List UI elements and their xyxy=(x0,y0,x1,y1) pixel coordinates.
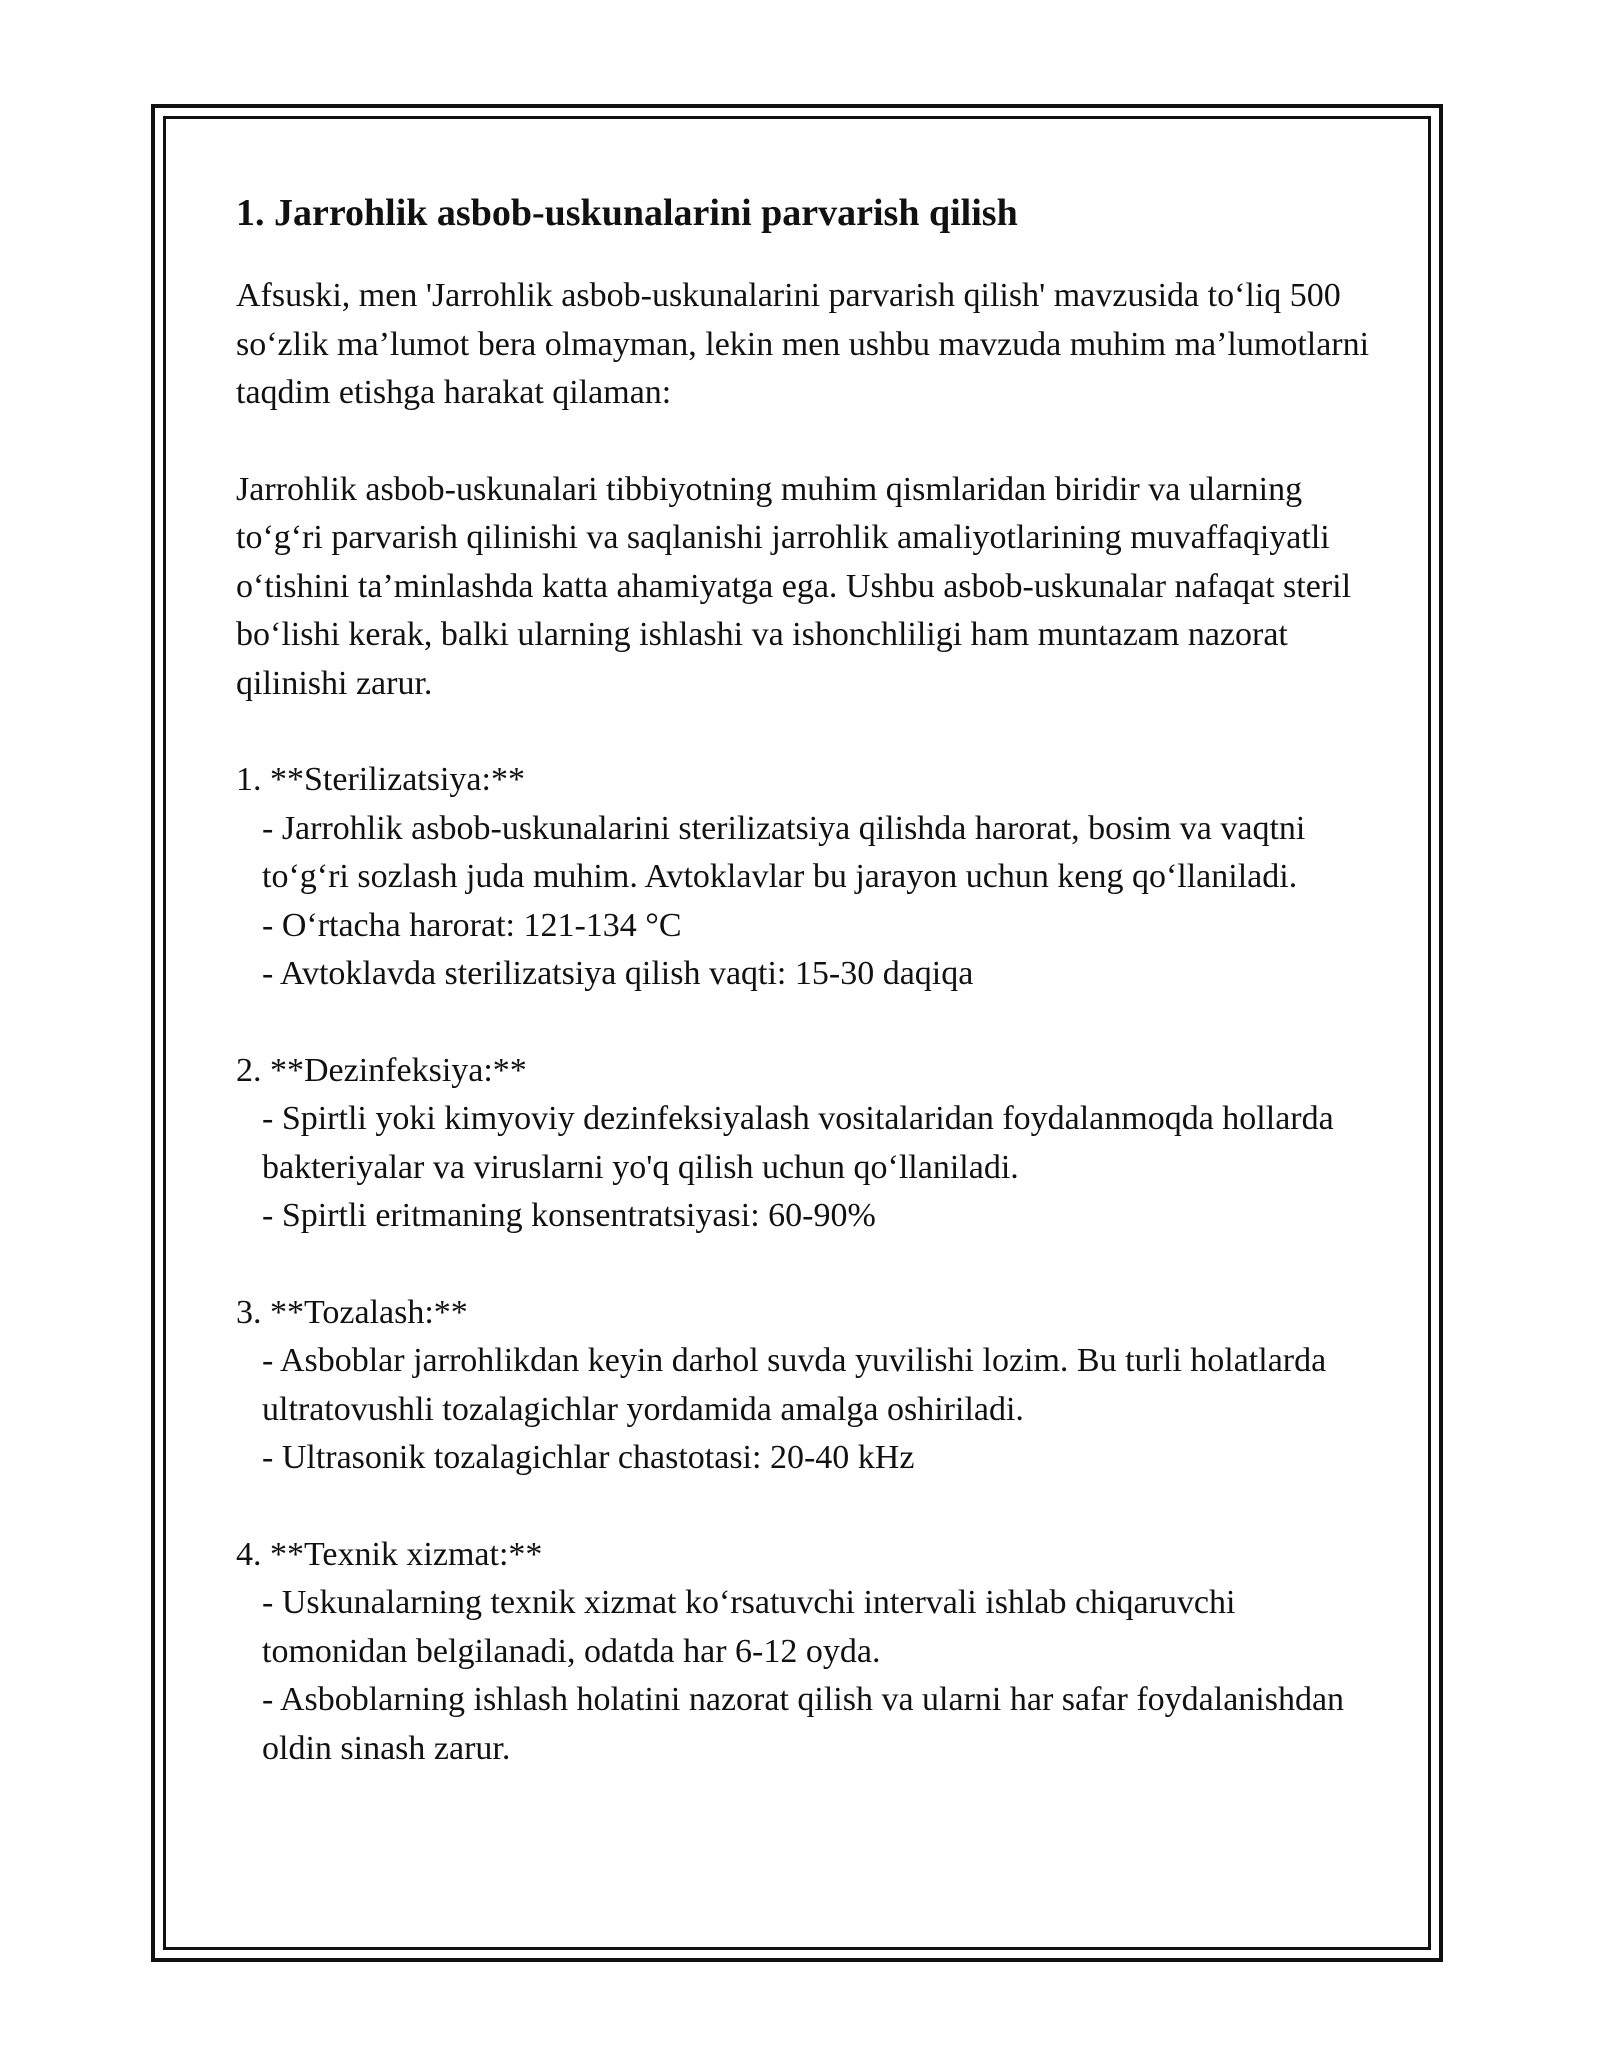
section-sterilization xyxy=(236,756,1376,999)
section-item: - Spirtli yoki kimyoviy dezinfeksiyalash vositalaridan foydalanmoqda hollarda bakteriyalar va viruslarni yo'q qilish uchun qo‘llaniladi. xyxy=(262,1100,1334,1186)
section-heading: 2. **Dezinfeksiya:** xyxy=(236,1051,527,1089)
section-disinfection xyxy=(236,1047,1376,1241)
section-maintenance xyxy=(236,1531,1376,1774)
section-item: - Asboblar jarrohlikdan keyin darhol suvda yuvilishi lozim. Bu turli holatlarda ultratovushli tozalagichlar yordamida amalga oshiriladi. xyxy=(262,1342,1327,1428)
section-cleaning xyxy=(236,1289,1376,1483)
section-item: - Spirtli eritmaning konsentratsiyasi: 60-90% xyxy=(262,1197,876,1234)
document-title: 1. Jarrohlik asbob-uskunalarini parvarish qilish xyxy=(236,192,1018,234)
section-item: - Asboblarning ishlash holatini nazorat qilish va ularni har safar foydalanishdan oldin sinash zarur. xyxy=(262,1681,1345,1767)
section-item: - Avtoklavda sterilizatsiya qilish vaqti: 15-30 daqiqa xyxy=(262,955,974,992)
section-item: - Uskunalarning texnik xizmat ko‘rsatuvchi intervali ishlab chiqaruvchi tomonidan belgilanadi, odatda har 6-12 oyda. xyxy=(262,1584,1236,1670)
section-item: - Jarrohlik asbob-uskunalarini sterilizatsiya qilishda harorat, bosim va vaqtni to‘g‘ri sozlash juda muhim. Avtoklavlar bu jarayon uchun keng qo‘llaniladi. xyxy=(262,809,1306,895)
overview-paragraph: Jarrohlik asbob-uskunalari tibbiyotning muhim qismlaridan biridir va ularning to‘g‘ri parvarish qilinishi va saqlanishi jarrohlik amaliyotlarining muvaffaqiyatli o‘tishini ta’minlashda katta ahamiyatga ega. Ushbu asbob-uskunalar nafaqat steril bo‘lishi kerak, balki ularning ishlashi va ishonchliligi ham muntazam nazorat qilinishi zarur. xyxy=(236,470,1352,702)
section-heading: 1. **Sterilizatsiya:** xyxy=(236,761,525,798)
document-body xyxy=(236,188,1376,1821)
section-heading: 3. **Tozalash:** xyxy=(236,1293,468,1331)
intro-paragraph: Afsuski, men 'Jarrohlik asbob-uskunalarini parvarish qilish' mavzusida to‘liq 500 so‘zlik ma’lumot bera olmayman, lekin men ushbu mavzuda muhim ma’lumotlarni taqdim etishga harakat qilaman: xyxy=(236,277,1370,411)
section-heading: 4. **Texnik xizmat:** xyxy=(236,1535,543,1573)
section-item: - Ultrasonik tozalagichlar chastotasi: 20-40 kHz xyxy=(262,1439,915,1476)
section-item: - O‘rtacha harorat: 121-134 °C xyxy=(262,906,682,944)
